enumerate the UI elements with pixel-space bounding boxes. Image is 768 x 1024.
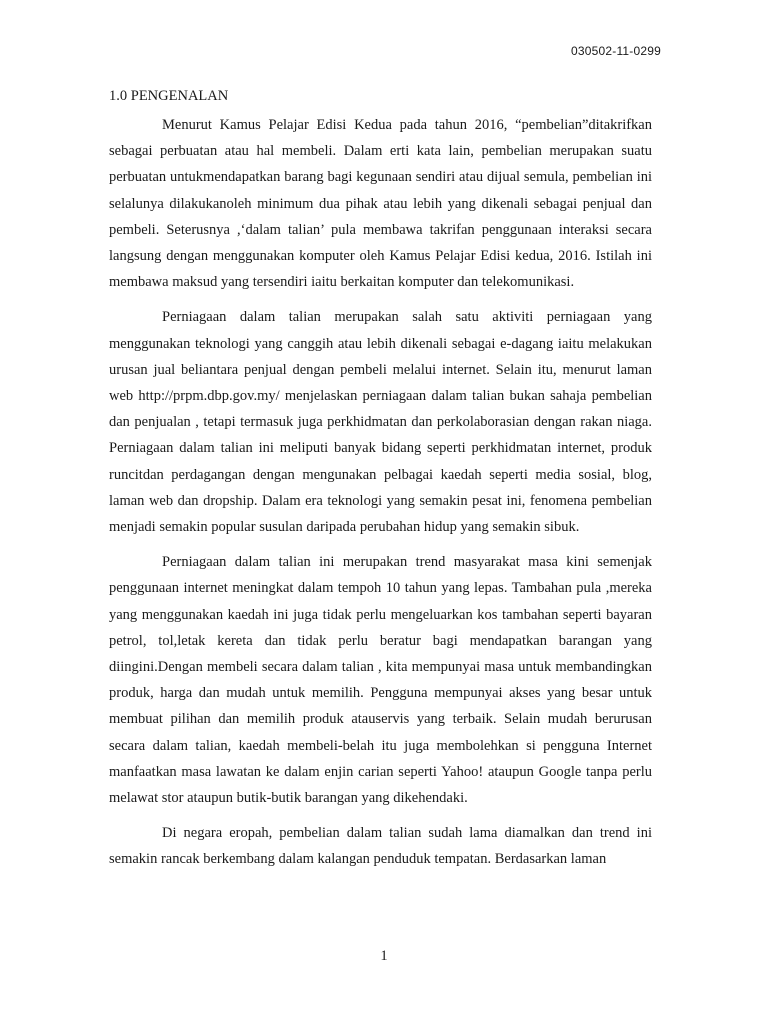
paragraph-4: Di negara eropah, pembelian dalam talian sudah lama diamalkan dan trend ini semakin rancak berkembang dalam kalangan penduduk tempatan. Berdasarkan laman xyxy=(109,825,652,868)
document-id: 030502-11-0299 xyxy=(571,44,661,58)
document-body xyxy=(109,86,652,882)
paragraph-3: Perniagaan dalam talian ini merupakan trend masyarakat masa kini semenjak penggunaan internet meningkat dalam tempoh 10 tahun yang lepas. Tambahan pula ,mereka yang menggunakan kaedah ini juga tidak perlu mengeluarkan kos tambahan seperti bayaran petrol, tol,letak kereta dan tidak perlu beratur bagi mendapatkan barangan yang diingini.Dengan membeli secara dalam talian , kita mempunyai masa untuk membandingkan produk, harga dan mudah untuk memilih. Pengguna mempunyai akses yang besar untuk membuat pilihan dan memilih produk atauservis yang terbaik. Selain mudah berurusan secara dalam talian, kaedah membeli-belah itu juga membolehkan si pengguna Internet manfaatkan masa lawatan ke dalam enjin carian seperti Yahoo! ataupun Google tanpa perlu melawat stor ataupun butik-butik barangan yang dikehendaki. xyxy=(109,554,652,807)
section-heading: 1.0 PENGENALAN xyxy=(109,88,229,104)
paragraph-1: Menurut Kamus Pelajar Edisi Kedua pada tahun 2016, “pembelian”ditakrifkan sebagai perbuatan atau hal membeli. Dalam erti kata lain, pembelian merupakan suatu perbuatan untukmendapatkan barang bagi kegunaan sendiri atau dijual semula, pembelian ini selalunya dilakukanoleh minimum dua pihak atau lebih yang dikenali sebagai penjual dan pembeli. Seterusnya ,‘dalam talian’ pula membawa takrifan penggunaan interaksi secara langsung dengan menggunakan komputer oleh Kamus Pelajar Edisi kedua, 2016. Istilah ini membawa maksud yang tersendiri iaitu berkaitan komputer dan telekomunikasi. xyxy=(109,117,652,291)
paragraph-2: Perniagaan dalam talian merupakan salah satu aktiviti perniagaan yang menggunakan teknologi yang canggih atau lebih dikenali sebagai e-dagang iaitu melakukan urusan jual beliantara penjual dengan pembeli melalui internet. Selain itu, menurut laman web http://prpm.dbp.gov.my/ menjelaskan perniagaan dalam talian bukan sahaja pembelian dan penjualan , tetapi termasuk juga perkhidmatan dan perkolaborasian dengan rakan niaga. Perniagaan dalam talian ini meliputi banyak bidang seperti perkhidmatan internet, produk runcitdan perdagangan dengan mengunakan pelbagai kaedah seperti media sosial, blog, laman web dan dropship. Dalam era teknologi yang semakin pesat ini, fenomena pembelian menjadi semakin popular susulan daripada perubahan hidup yang semakin sibuk. xyxy=(109,309,652,536)
page-number: 1 xyxy=(380,948,388,964)
